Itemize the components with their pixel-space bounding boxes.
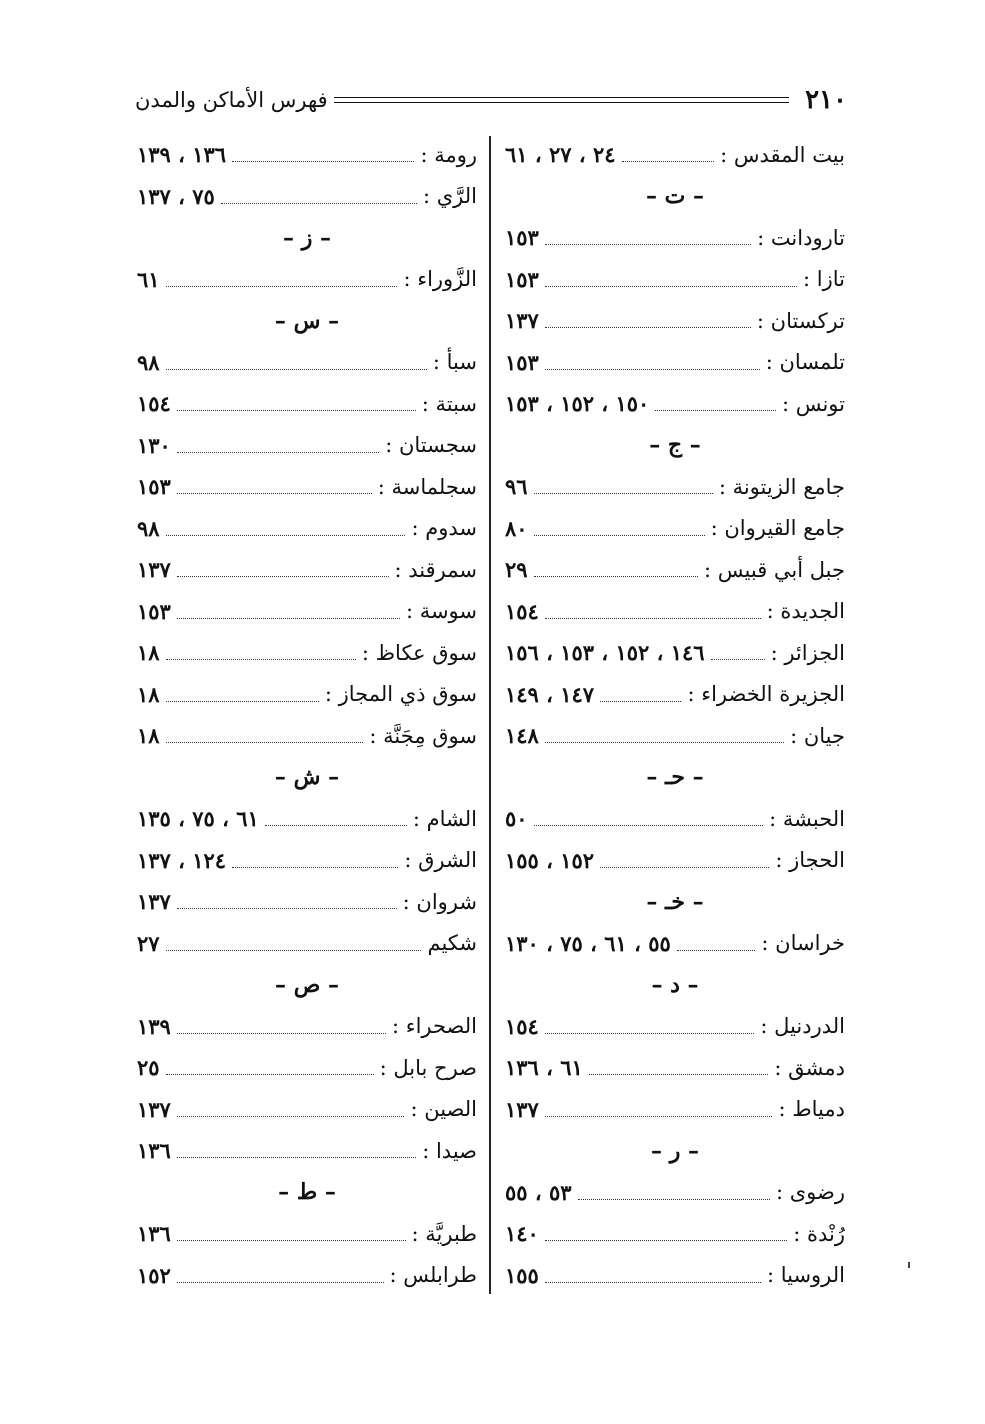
page-references: ٦١ ، ٧٥ ، ١٣٥ (137, 806, 259, 832)
index-entry (137, 632, 477, 674)
page-references: ١٤٨ (505, 723, 539, 749)
page-references: ١٥٣ (137, 598, 171, 624)
dot-leader (545, 1033, 755, 1034)
index-entry (137, 1213, 477, 1255)
dot-leader (534, 493, 713, 494)
dot-leader (177, 493, 372, 494)
place-name: الدردنيل : (760, 1014, 845, 1039)
page-references: ١٥٣ (505, 266, 539, 292)
page-references: ٢٧ (137, 930, 160, 956)
dot-leader (622, 161, 715, 162)
place-name: رومة : (420, 142, 477, 167)
place-name: الزَّوراء : (403, 267, 477, 292)
place-name: طبريَّة : (411, 1221, 477, 1246)
index-entry (505, 300, 845, 342)
dot-leader (545, 327, 751, 328)
page-references: ١٣٦ (137, 1221, 171, 1247)
index-entry (505, 591, 845, 633)
index-entry (137, 923, 477, 965)
place-name: سوسة : (405, 599, 477, 624)
index-entry (137, 342, 477, 384)
index-entry (505, 1172, 845, 1214)
dot-leader (166, 1074, 374, 1075)
place-name: تركستان : (756, 308, 845, 333)
dot-leader (578, 1199, 770, 1200)
place-name: دمياط : (778, 1097, 845, 1122)
header-rule (334, 97, 789, 103)
dot-leader (166, 535, 406, 536)
place-name: الصين : (410, 1097, 477, 1122)
dot-leader (177, 1240, 406, 1241)
index-entry (505, 217, 845, 259)
place-name: سوق ذي المجاز : (324, 682, 477, 707)
dot-leader (177, 576, 389, 577)
index-entry (137, 715, 477, 757)
dot-leader (655, 410, 776, 411)
dot-leader (232, 161, 414, 162)
index-entry (137, 881, 477, 923)
index-entry (505, 798, 845, 840)
page-number: ٢١٠ (805, 85, 847, 115)
page-references: ١٣٦ (137, 1138, 171, 1164)
page-references: ١٣٧ (137, 1096, 171, 1122)
dot-leader (177, 618, 400, 619)
place-name: بيت المقدس : (720, 142, 845, 167)
place-name: سوق مِجَنَّة : (369, 723, 477, 748)
place-name: سجستان : (385, 433, 477, 458)
place-name: شروان : (402, 889, 477, 914)
index-entry (505, 1255, 845, 1297)
index-entry (505, 1213, 845, 1255)
page-references: ١٥٥ (505, 1262, 539, 1288)
page-references: ١٤٧ ، ١٤٩ (505, 681, 595, 707)
index-entry (137, 591, 477, 633)
index-entry (505, 840, 845, 882)
page-references: ١٣٠ (137, 432, 171, 458)
index-entry (137, 798, 477, 840)
place-name: طرابلس : (389, 1263, 477, 1288)
place-name: الشرق : (404, 848, 477, 873)
page-references: ١٤٦ ، ١٥٢ ، ١٥٣ ، ١٥٦ (505, 640, 705, 666)
page-references: ٢٤ ، ٢٧ ، ٦١ (505, 142, 616, 168)
index-entry (137, 674, 477, 716)
index-entry (137, 425, 477, 467)
dot-leader (177, 410, 416, 411)
place-name: سبتة : (421, 391, 477, 416)
place-name: جيان : (790, 723, 845, 748)
place-name: الروسيا : (766, 1263, 845, 1288)
index-entry (137, 466, 477, 508)
page-references: ١٥٤ (137, 391, 171, 417)
index-entry (137, 840, 477, 882)
place-name: الرَّي : (422, 184, 477, 209)
dot-leader (534, 825, 764, 826)
page-references: ١٨ (137, 681, 160, 707)
page-references: ٧٥ ، ١٣٧ (137, 183, 215, 209)
dot-leader (166, 950, 422, 951)
place-name: سمرقند : (394, 557, 477, 582)
dot-leader (545, 618, 761, 619)
dot-leader (711, 659, 765, 660)
page-references: ١٨ (137, 640, 160, 666)
page-references: ٩٦ (505, 474, 528, 500)
index-entry (137, 1089, 477, 1131)
dot-leader (600, 867, 769, 868)
index-entry (505, 549, 845, 591)
place-name: دمشق : (774, 1055, 845, 1080)
page-references: ١٥٤ (505, 598, 539, 624)
dot-leader (534, 535, 705, 536)
letter-heading: – خـ – (646, 888, 704, 915)
index-entry (137, 1047, 477, 1089)
place-name: الحبشة : (769, 806, 845, 831)
place-name: تلمسان : (765, 350, 845, 375)
index-entry (137, 508, 477, 550)
page-references: ١٣٩ (137, 1013, 171, 1039)
dot-leader (589, 1074, 769, 1075)
letter-heading: – ت – (645, 183, 705, 210)
dot-leader (177, 1116, 405, 1117)
page-references: ١٥٠ ، ١٥٢ ، ١٥٣ (505, 391, 650, 417)
letter-heading: – س – (274, 307, 340, 334)
place-name: تونس : (781, 391, 845, 416)
dot-leader (177, 1033, 386, 1034)
index-entry (505, 383, 845, 425)
dot-leader (600, 701, 681, 702)
place-name: الجزائر : (770, 640, 845, 665)
index-entry (505, 1047, 845, 1089)
place-name: جبل أبي قبيس : (704, 557, 845, 582)
index-column-right (505, 134, 845, 1296)
dot-leader (534, 576, 698, 577)
dot-leader (177, 908, 397, 909)
page-references: ١٥٣ (505, 349, 539, 375)
place-name: تازا : (803, 267, 845, 292)
index-entry (137, 383, 477, 425)
place-name: الجديدة : (766, 599, 845, 624)
page-references: ١٣٧ (505, 308, 539, 334)
place-name: الصحراء : (391, 1014, 477, 1039)
page-references: ١٥٣ (505, 225, 539, 251)
dot-leader (265, 825, 407, 826)
index-entry (505, 1006, 845, 1048)
index-entry (137, 1006, 477, 1048)
index-entry (505, 259, 845, 301)
index-entry (505, 632, 845, 674)
place-name: رُنْدة : (793, 1221, 845, 1246)
index-entry (137, 1255, 477, 1297)
letter-heading: – ز – (283, 224, 331, 251)
page-references: ١٥٣ (137, 474, 171, 500)
index-entry (137, 1130, 477, 1172)
place-name: صيدا : (422, 1138, 477, 1163)
place-name: صرح بابل : (379, 1055, 477, 1080)
place-name: جامع الزيتونة : (718, 474, 845, 499)
dot-leader (166, 742, 364, 743)
page-references: ٦١ (137, 266, 160, 292)
index-entry (505, 134, 845, 176)
index-entry (505, 1089, 845, 1131)
page-references: ٩٨ (137, 349, 160, 375)
index-entry (505, 342, 845, 384)
letter-heading: – ص – (275, 971, 339, 998)
index-column-left (137, 134, 477, 1296)
index-entry (505, 715, 845, 757)
place-name: سوق عكاظ : (361, 640, 477, 665)
dot-leader (177, 1282, 384, 1283)
place-name: شكيم (427, 931, 477, 956)
dot-leader (545, 369, 760, 370)
page-references: ٢٥ (137, 1055, 160, 1081)
page-references: ١٨ (137, 723, 160, 749)
dot-leader (545, 742, 784, 743)
letter-heading: – ط – (278, 1179, 336, 1206)
page-references: ٢٩ (505, 557, 528, 583)
letter-heading: – د – (651, 971, 699, 998)
page-references: ٦١ ، ١٣٦ (505, 1055, 583, 1081)
place-name: رضوى : (775, 1180, 845, 1205)
index-entry (505, 674, 845, 716)
page-references: ١٢٤ ، ١٣٧ (137, 847, 227, 873)
dot-leader (221, 203, 417, 204)
dot-leader (232, 867, 398, 868)
place-name: الجزيرة الخضراء : (687, 682, 845, 707)
dot-leader (545, 1240, 787, 1241)
index-entry (137, 549, 477, 591)
index-entry (505, 923, 845, 965)
stray-mark (908, 1262, 910, 1268)
place-name: سجلماسة : (377, 474, 477, 499)
dot-leader (545, 1282, 761, 1283)
column-divider (489, 136, 491, 1294)
dot-leader (177, 452, 379, 453)
index-entry (137, 134, 477, 176)
page-references: ١٣٧ (137, 557, 171, 583)
place-name: سدوم : (411, 516, 477, 541)
letter-heading: – ر – (651, 1137, 699, 1164)
dot-leader (177, 1157, 416, 1158)
index-entry (137, 259, 477, 301)
place-name: خراسان : (761, 931, 845, 956)
dot-leader (677, 950, 756, 951)
index-entry (505, 466, 845, 508)
letter-heading: – حـ – (646, 764, 704, 791)
index-entry (137, 176, 477, 218)
page-references: ٥٠ (505, 806, 528, 832)
page-references: ٨٠ (505, 515, 528, 541)
dot-leader (166, 659, 356, 660)
page-references: ١٥٤ (505, 1013, 539, 1039)
page-references: ١٣٧ (137, 889, 171, 915)
place-name: جامع القيروان : (710, 516, 845, 541)
page-references: ٥٣ ، ٥٥ (505, 1179, 572, 1205)
index-entry (505, 508, 845, 550)
letter-heading: – ش – (274, 764, 340, 791)
page-references: ١٥٢ ، ١٥٥ (505, 847, 595, 873)
dot-leader (545, 244, 751, 245)
page-references: ٥٥ ، ٦١ ، ٧٥ ، ١٣٠ (505, 930, 671, 956)
page-references: ١٣٦ ، ١٣٩ (137, 142, 227, 168)
running-title: فهرس الأماكن والمدن (135, 88, 328, 112)
dot-leader (545, 1116, 773, 1117)
dot-leader (166, 286, 398, 287)
letter-heading: – ج – (649, 432, 701, 459)
page-header (135, 80, 847, 120)
dot-leader (166, 701, 319, 702)
place-name: الحجاز : (775, 848, 845, 873)
dot-leader (545, 286, 797, 287)
page-references: ١٥٢ (137, 1262, 171, 1288)
place-name: سبأ : (432, 350, 477, 375)
place-name: تارودانت : (757, 225, 845, 250)
page-references: ١٣٧ (505, 1096, 539, 1122)
place-name: الشام : (412, 806, 477, 831)
dot-leader (166, 369, 427, 370)
page-references: ٩٨ (137, 515, 160, 541)
page-references: ١٤٠ (505, 1221, 539, 1247)
